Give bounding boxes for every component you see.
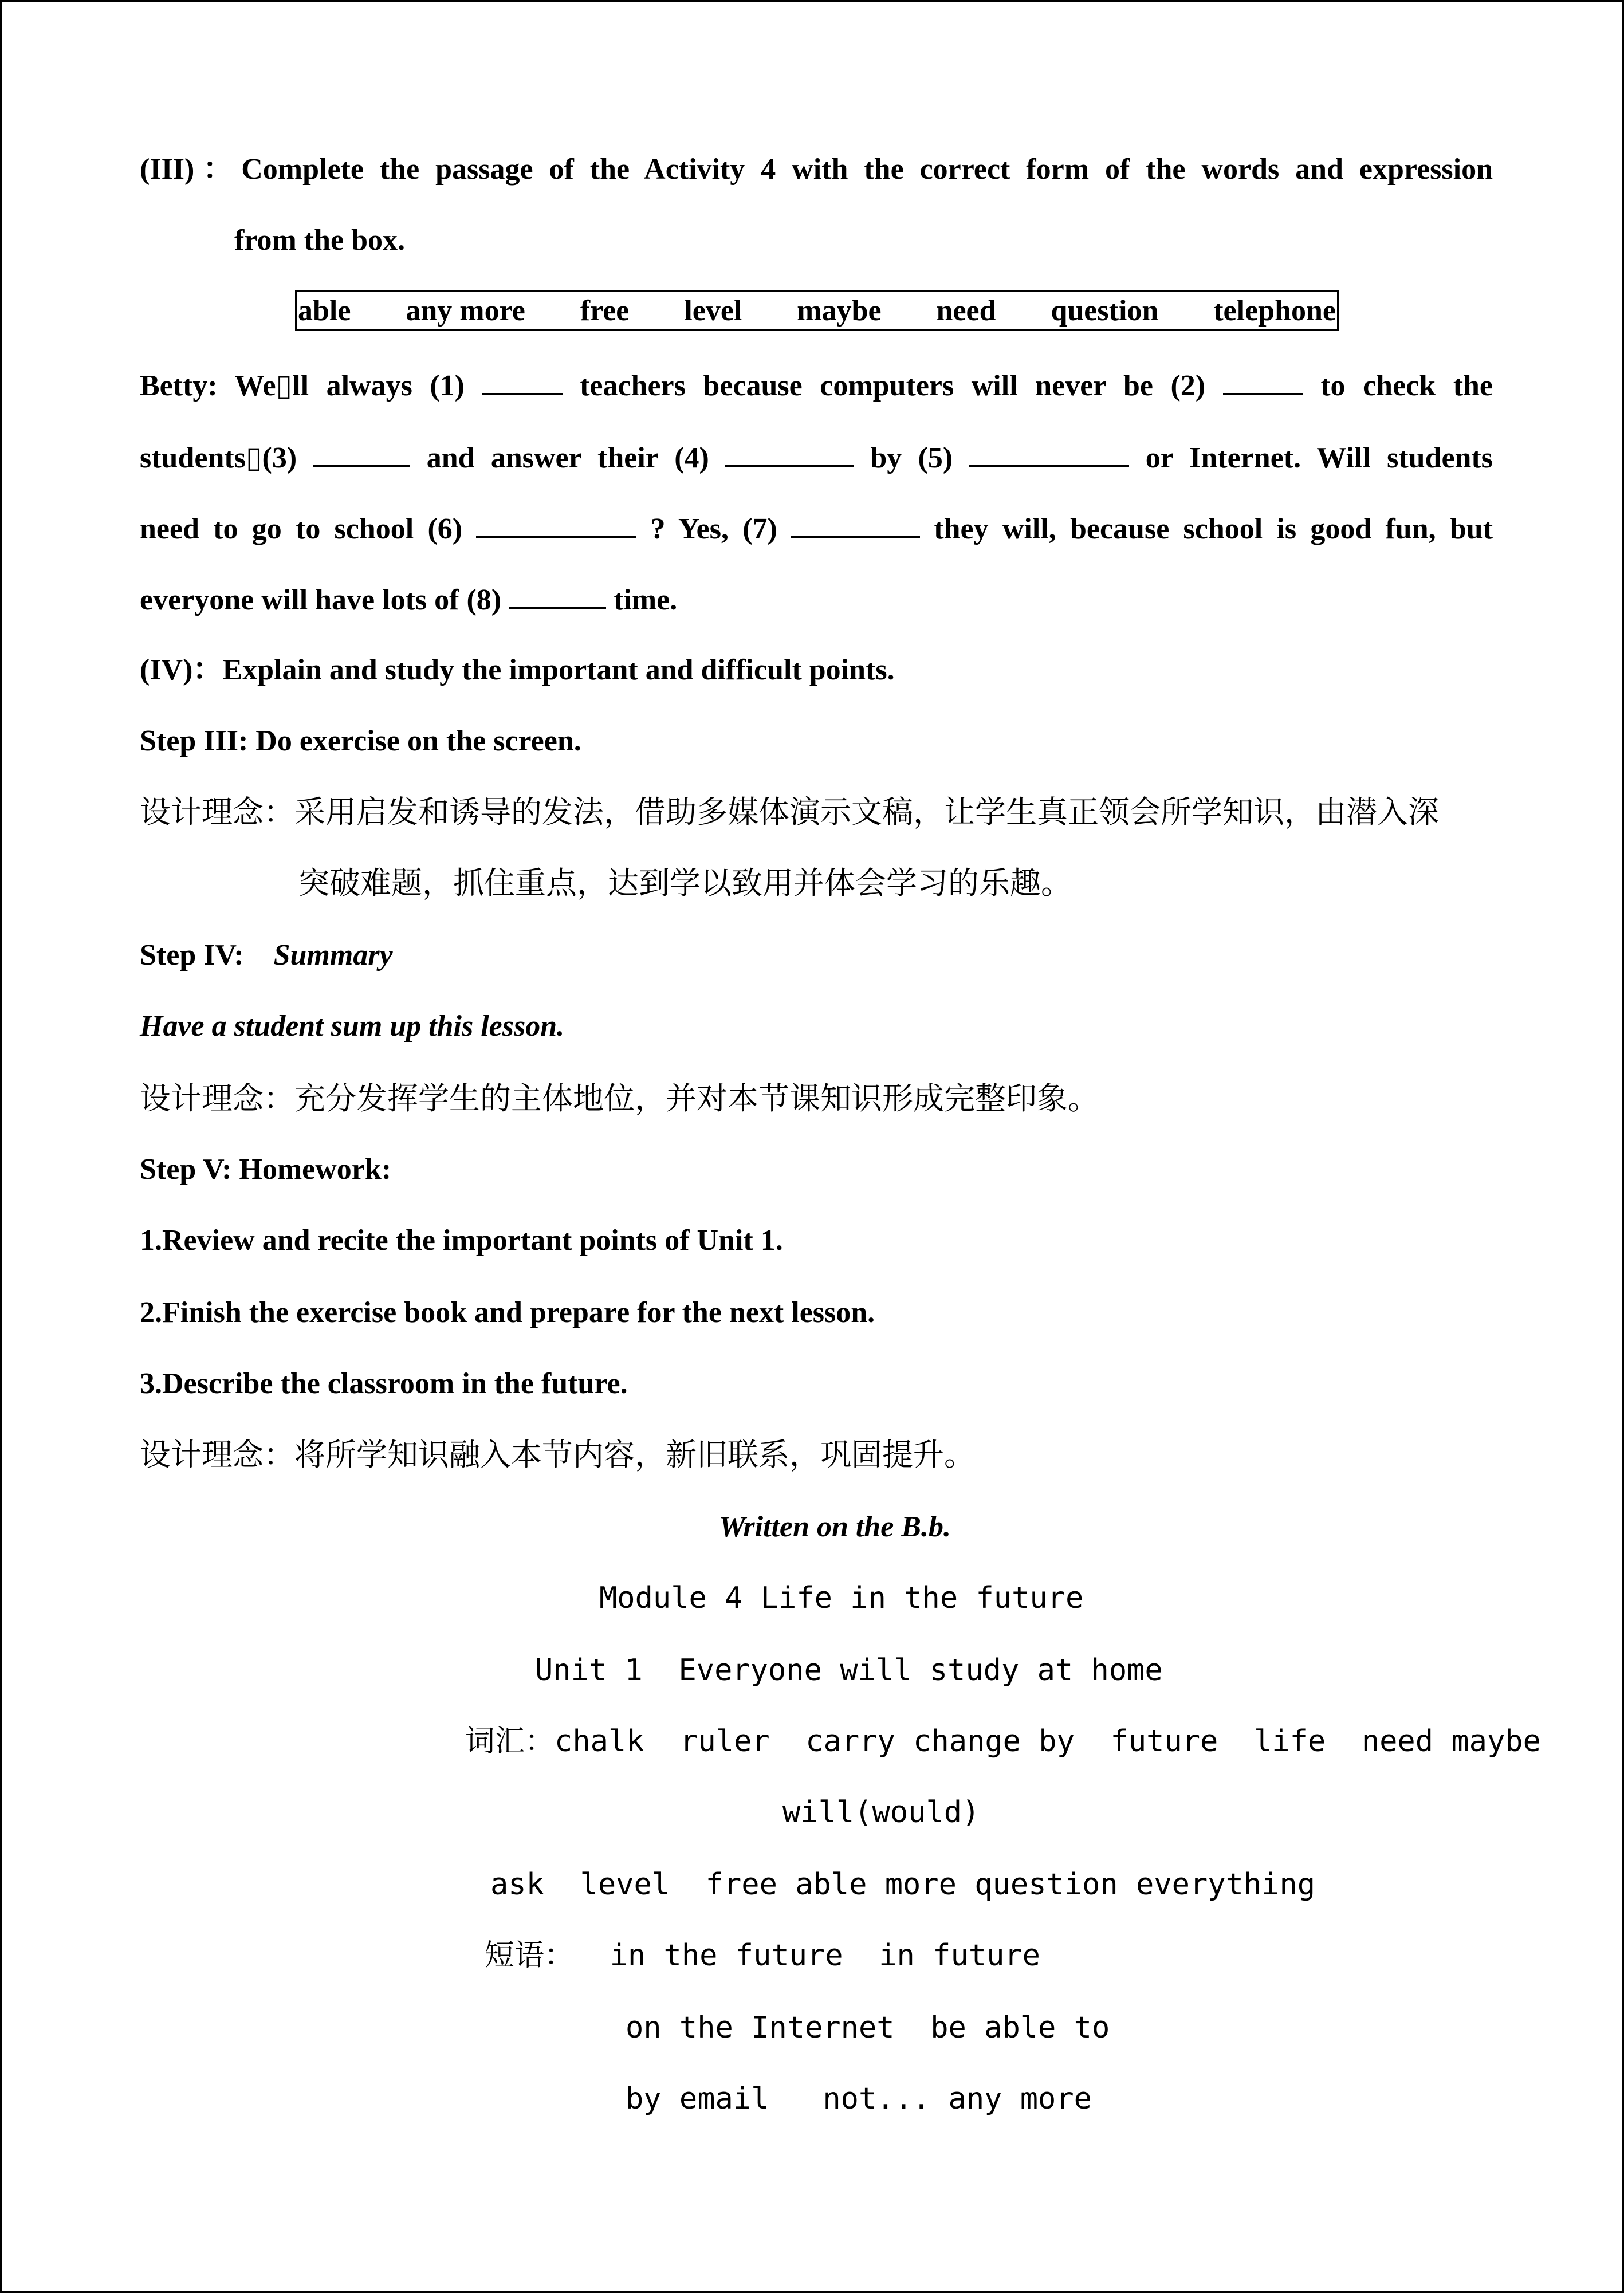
design-rationale-3: 设计理念：将所学知识融入本节内容，新旧联系，巩固提升。 [140, 1437, 975, 1473]
board-unit-title: Unit 1 Everyone will study at home [535, 1653, 1163, 1688]
homework-item-3: 3.Describe the classroom in the future. [140, 1367, 628, 1400]
word-box-item: level [684, 294, 742, 327]
board-phrase-line2: on the Internet be able to [626, 2011, 1110, 2045]
design-rationale-2: 设计理念：充分发挥学生的主体地位，并对本节课知识形成完整印象。 [140, 1080, 1099, 1116]
board-heading: Written on the B.b. [718, 1511, 951, 1543]
passage-line2: students▯(3) and answer their (4) by (5) or Internet. Will students [140, 435, 1493, 479]
board-phrase-line1: 短语： in the future in future [485, 1938, 1040, 1973]
blank-2 [1223, 363, 1303, 395]
word-box-item: able [298, 294, 351, 327]
blank-4 [725, 435, 854, 467]
homework-item-2: 2.Finish the exercise book and prepare for the next lesson. [140, 1296, 875, 1329]
vocab-label: 词汇： [465, 1724, 555, 1759]
board-module-title: Module 4 Life in the future [599, 1581, 1084, 1615]
board-phrase-line3: by email not... any more [626, 2082, 1092, 2116]
word-box-item: free [580, 294, 630, 327]
word-box-item: maybe [797, 294, 882, 327]
blank-7 [791, 506, 920, 538]
blank-8 [509, 577, 606, 609]
blank-3 [313, 435, 410, 467]
blank-1 [482, 363, 563, 395]
word-box-item: need [936, 294, 996, 327]
word-box-item: question [1051, 294, 1159, 327]
section3-instruction-line1: (III)：Complete the passage of the Activity 4 with the correct form of the words and expression [140, 153, 1493, 186]
word-box [295, 290, 1339, 331]
phrase-label: 短语： [485, 1938, 575, 1973]
board-vocab-line2: will(would) [782, 1795, 980, 1830]
board-vocab-line3: ask level free able more question everything [490, 1867, 1316, 1902]
section3-instruction-line2: from the box. [234, 224, 406, 257]
word-box-item: any more [406, 294, 525, 327]
step4-task: Have a student sum up this lesson. [140, 1010, 565, 1043]
passage-line4: everyone will have lots of (8) time. [140, 577, 1493, 621]
passage-line3: need to go to school (6) ? Yes, (7) they will, because school is good fun, but [140, 506, 1493, 550]
step4-heading: Step IV: Summary [140, 939, 393, 972]
step5-heading: Step V: Homework: [140, 1153, 392, 1186]
passage-line1: Betty: We▯ll always (1) teachers because computers will never be (2) to check the [140, 363, 1493, 407]
board-vocab-line1: 词汇：chalk ruler carry change by future life need maybe [465, 1724, 1541, 1759]
blank-6 [476, 506, 636, 538]
design-rationale-1-line2: 突破难题，抓住重点，达到学以致用并体会学习的乐趣。 [298, 865, 1072, 901]
section4-heading: (IV)：Explain and study the important and difficult points. [140, 654, 895, 686]
design-rationale-1-line1: 设计理念：采用启发和诱导的发法，借助多媒体演示文稿，让学生真正领会所学知识，由潜入深 [140, 794, 1439, 830]
word-box-item: telephone [1213, 294, 1336, 327]
blank-5 [969, 435, 1129, 467]
homework-item-1: 1.Review and recite the important points of Unit 1. [140, 1224, 783, 1257]
step3-heading: Step III: Do exercise on the screen. [140, 725, 581, 757]
step4-title: Summary [273, 939, 393, 972]
